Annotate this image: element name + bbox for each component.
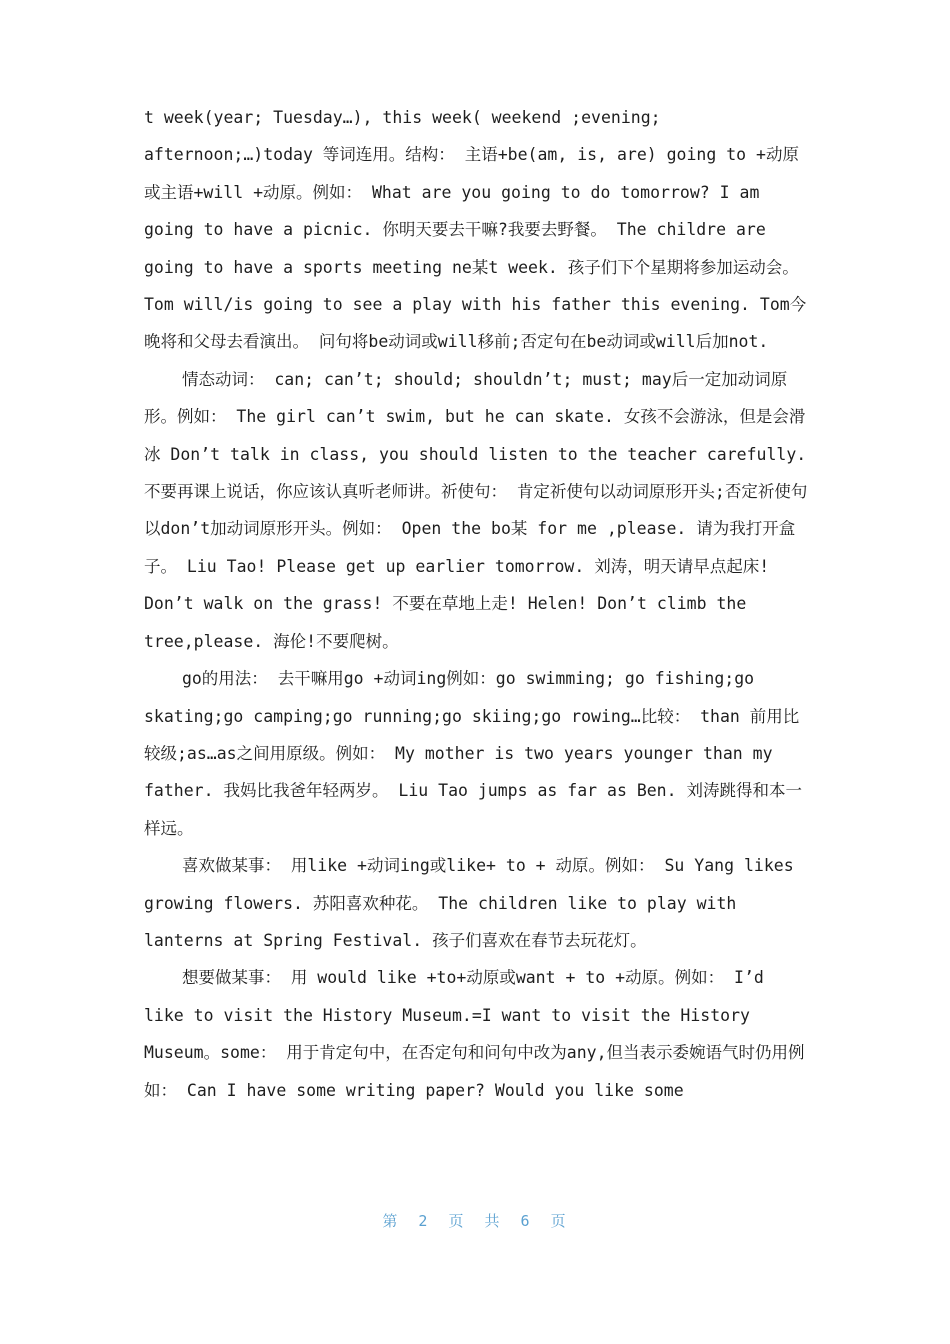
paragraph-future-tense: t week(year; Tuesday…), this week( weekend ;evening; afternoon;…)today 等词连用。结构： 主语+be(am, is, are) going to +动原或主语+will +动原。例如： What are you going to do tomorrow? I am going to have a picnic. 你明天要去干嘛?我要去野餐。 The childre are going to have a sports meeting ne某t week. 孩子们下个星期将参加运动会。 Tom will/is going to see a play with his father this evening. Tom今晚将和父母去看演出。 问句将be动词或will移前;否定句在be动词或will后加not. — [144, 108, 807, 352]
paragraph-go-usage: go的用法： 去干嘛用go +动词ing例如：go swimming; go fishing;go skating;go camping;go running;go skiing;go rowing…比较： than 前用比较级;as…as之间用原级。例如： My mother is two years younger than my father. 我妈比我爸年轻两岁。 Liu Tao jumps as far as Ben. 刘涛跳得和本一样远。 — [144, 669, 802, 838]
paragraph-want-to-do: 想要做某事： 用 would like +to+动原或want + to +动原。例如： I’d like to visit the History Museum.=I want to visit the History Museum。some： 用于肯定句中，在否定句和问句中改为any,但当表示委婉语气时仍用例如： Can I have some writing paper? Would you like some — [144, 968, 805, 1100]
paragraph-like-doing: 喜欢做某事： 用like +动词ing或like+ to + 动原。例如： Su Yang likes growing flowers. 苏阳喜欢种花。 The children like to play with lanterns at Spring Festival. 孩子们喜欢在春节去玩花灯。 — [144, 856, 794, 950]
paragraph-modal-verbs: 情态动词： can; can’t; should; shouldn’t; must; may后一定加动词原形。例如： The girl can’t swim, but he can skate. 女孩不会游泳，但是会滑冰 Don’t talk in class, you should listen to the teacher carefully. 不要再课上说话，你应该认真听老师讲。祈使句： 肯定祈使句以动词原形开头;否定祈使句以don’t加动词原形开头。例如： Open the bo某 for me ,please. 请为我打开盒子。 Liu Tao! Please get up earlier tomorrow. 刘涛，明天请早点起床! Don’t walk on the grass! 不要在草地上走! Helen! Don’t climb the tree,please. 海伦!不要爬树。 — [144, 369, 808, 651]
document-body — [144, 99, 810, 1109]
page-number-footer: 第 2 页 共 6 页 — [382, 1212, 568, 1230]
